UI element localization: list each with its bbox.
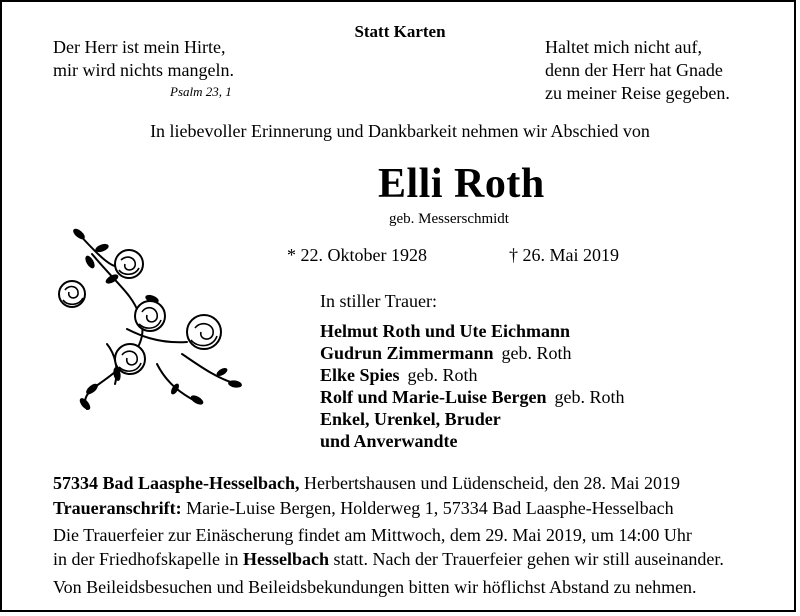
mourner-nee: geb. Roth [501,343,572,363]
mourner-row [320,386,625,408]
mourner-row [320,408,625,430]
farewell-quote-line-2: denn der Herr hat Gnade [545,60,723,80]
header-title: Statt Karten [354,22,446,41]
deceased-name: Elli Roth [378,161,545,207]
condolence-note: Von Beileidsbesuchen und Beileidsbekundungen bitten wir höflichst Abstand zu nehmen. [53,577,697,597]
funeral-line-2-post: statt. Nach der Trauerfeier gehen wir still auseinander. [333,549,724,569]
mourner-row [320,364,625,386]
mourner-row [320,342,625,364]
mourner-row [320,430,625,452]
psalm-source: Psalm 23, 1 [170,84,232,99]
farewell-quote-line-3: zu meiner Reise gegeben. [545,83,730,103]
funeral-line-1: Die Trauerfeier zur Einäscherung findet am Mittwoch, dem 29. Mai 2019, um 14:00 Uhr [53,525,692,545]
mourner-nee: geb. Roth [407,365,478,385]
mourner-name: Helmut Roth und Ute Eichmann [320,321,571,341]
psalm-quote-line-1: Der Herr ist mein Hirte, [53,37,226,57]
psalm-quote-line-2: mir wird nichts mangeln. [53,60,234,80]
mourning-address-text: Marie-Luise Bergen, Holderweg 1, 57334 Bad Laasphe-Hesselbach [186,498,674,518]
mourner-name: Rolf und Marie-Luise Bergen [320,387,547,407]
farewell-quote-line-1: Haltet mich nicht auf, [545,37,702,57]
mourner-row [320,320,625,342]
death-date: † 26. Mai 2019 [509,245,619,265]
place-date-text: Herbertshausen und Lüdenscheid, den 28. Mai 2019 [304,473,680,493]
funeral-location: Hesselbach [242,549,329,569]
intro-text: In liebevoller Erinnerung und Dankbarkeit nehmen wir Abschied von [150,121,650,141]
mourning-address [53,498,674,519]
mourning-address-label: Traueranschrift: [53,498,182,518]
mourner-name: und Anverwandte [320,431,458,451]
place-name: 57334 Bad Laasphe-Hesselbach, [53,473,300,493]
mourners-list [320,320,625,452]
mourner-name: Enkel, Urenkel, Bruder [320,409,501,429]
psalm-quote [53,36,234,82]
place-date-line [53,473,680,494]
birth-date: * 22. Oktober 1928 [287,245,427,265]
funeral-notice [53,523,724,571]
mourner-name: Elke Spies [320,365,400,385]
mourner-nee: geb. Roth [554,387,625,407]
farewell-quote [545,36,730,105]
mourning-label: In stiller Trauer: [320,291,437,311]
mourner-name: Gudrun Zimmermann [320,343,494,363]
funeral-line-2-pre: in der Friedhofskapelle in [53,549,239,569]
birth-name: geb. Messerschmidt [389,211,509,227]
funeral-line-2 [53,547,724,571]
roses-icon [57,224,247,414]
